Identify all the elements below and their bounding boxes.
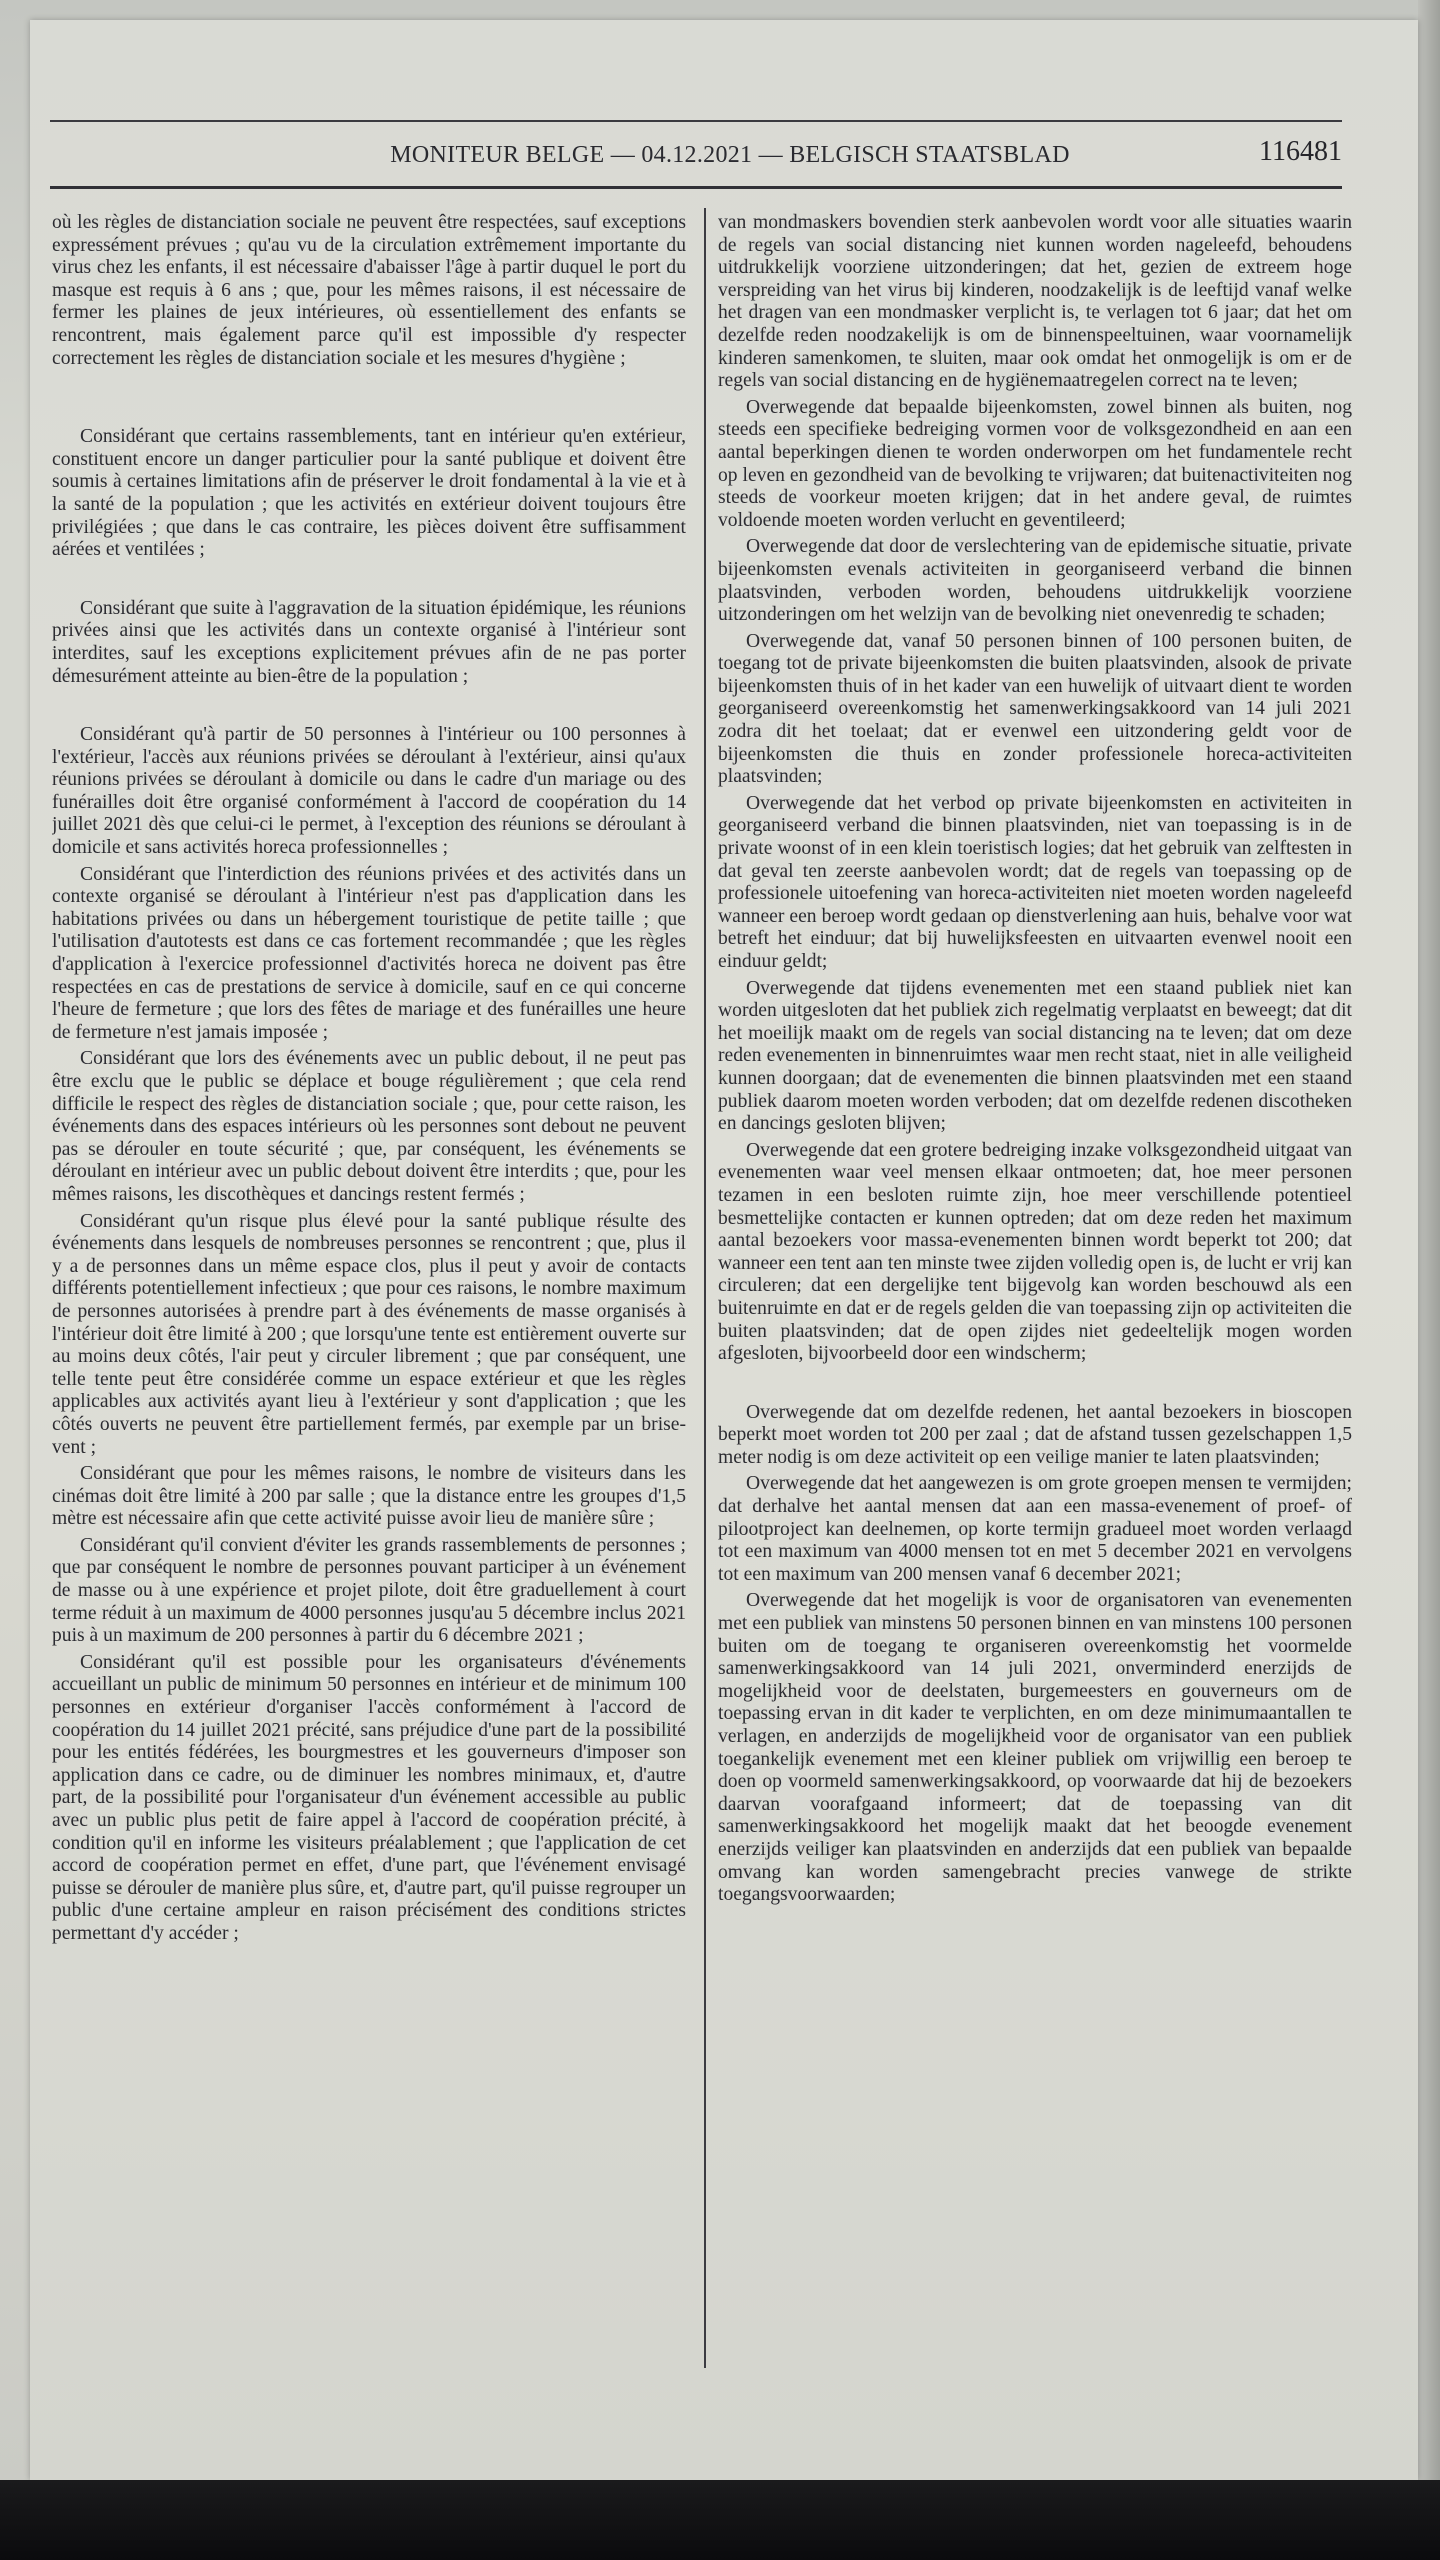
paragraph: Overwegende dat een grotere bedreiging inzake volksgezondheid uitgaat van evenementen waar veel mensen elkaar ontmoeten; dat, hoe meer personen tezamen in een besloten ruimte zijn, hoe meer verschillende potentieel besmettelijke contacten er kunnen optreden; dat om deze reden het maximum aantal bezoekers voor massa-evenementen binnen wordt beperkt tot 200; dat wanneer een tent aan ten minste twee zijden volledig open is, de lucht er vrij kan circuleren; dat een dergelijke tent bijgevolg kan worden beschouwd als een buitenruimte en dat er de regels gelden die van toepassing zijn op activiteiten die buiten plaatsvinden; dat de open zijdes niet gedeeltelijk mogen worden afgesloten, bijvoorbeeld door een windscherm;	[718, 1139, 1352, 1365]
paragraph: Overwegende dat door de verslechtering van de epidemische situatie, private bijeenkomsten evenals activiteiten in georganiseerd verband die binnen plaatsvinden, verboden worden, behoudens uitdrukkelijk voorziene uitzonderingen om het welzijn van de bevolking niet onevenredig te schaden;	[718, 536, 1352, 626]
paragraph: Overwegende dat het verbod op private bijeenkomsten en activiteiten in georganiseerd verband die binnen plaatsvinden, niet van toepassing is in de private woonst of in een klein toeristisch logies; dat het gebruik van zelftesten in dat geval ten zeerste aanbevolen wordt; dat de regels van toepassing op de professionele uitoefening van horeca-activiteiten niet moeten worden nageleefd wanneer een beroep wordt gedaan op dienstverlening aan huis, behalve voor wat betreft het einduur; dat bij huwelijksfeesten en uitvaarten evenwel nooit een einduur geldt;	[718, 792, 1352, 972]
paragraph: Considérant qu'à partir de 50 personnes à l'intérieur ou 100 personnes à l'extérieur, l'accès aux réunions privées se déroulant à l'extérieur, ainsi qu'aux réunions privées se déroulant à domicile ou dans le cadre d'un mariage ou des funérailles doit être organisé conformément à l'accord de coopération du 14 juillet 2021 dès que celui-ci le permet, à l'exception des réunions se déroulant à domicile et sans activités horeca professionnelles ;	[52, 724, 686, 859]
paragraph: Considérant qu'un risque plus élevé pour la santé publique résulte des événements dans lesquels de nombreuses personnes se rencontrent ; que, plus il y a de personnes dans un même espace clos, plus il peut y avoir de contacts différents potentiellement infectieux ; que pour ces raisons, le nombre maximum de personnes autorisées à prendre part à des événements de masse organisés à l'intérieur doit être limité à 200 ; que lorsqu'une tente est entièrement ouverte sur au moins deux côtés, l'air peut y circuler librement ; que par conséquent, une telle tente peut être considérée comme un espace extérieur et que les règles applicables aux activités ayant lieu à l'extérieur y sont d'application ; que les côtés ouverts ne peuvent être partiellement fermés, par exemple par un brise-vent ;	[52, 1210, 686, 1458]
paragraph: Overwegende dat om dezelfde redenen, het aantal bezoekers in bioscopen beperkt moet worden tot 200 per zaal ; dat de afstand tussen gezelschappen 1,5 meter nodig is om deze activiteit op een veilige manier te laten plaatsvinden;	[718, 1401, 1352, 1468]
right-column-dutch	[718, 212, 1352, 2362]
page-number: 116481	[1259, 136, 1342, 167]
paragraph: Considérant que lors des événements avec un public debout, il ne peut pas être exclu que le public se déplace et bouge régulièrement ; que cela rend difficile le respect des règles de distanciation sociale ; que, pour cette raison, les événements dans des espaces intérieurs où les personnes sont debout ne peuvent pas se dérouler en toute sécurité ; que, par conséquent, les événements se déroulant en intérieur avec un public debout doivent être interdits ; que, pour les mêmes raisons, les discothèques et dancings restent fermés ;	[52, 1048, 686, 1205]
paragraph: Overwegende dat, vanaf 50 personen binnen of 100 personen buiten, de toegang tot de private bijeenkomsten die buiten plaatsvinden, alsook de private bijeenkomsten thuis of in het kader van een huwelijk of uitvaart dient te worden georganiseerd overeenkomstig het samenwerkingsakkoord van 14 juli 2021 zodra dit het toelaat; dat er evenwel een uitzondering geldt voor de bijeenkomsten die thuis en zonder professionele horeca-activiteiten plaatsvinden;	[718, 630, 1352, 788]
paragraph: Overwegende dat het aangewezen is om grote groepen mensen te vermijden; dat derhalve het aantal mensen dat aan een massa-evenement of proef- of pilootproject kan deelnemen, op korte termijn gradueel moet worden verlaagd tot een maximum van 4000 mensen tot en met 5 december 2021 en vervolgens tot een maximum van 200 mensen vanaf 6 december 2021;	[718, 1473, 1352, 1585]
paragraph: où les règles de distanciation sociale ne peuvent être respectées, sauf exceptions expressément prévues ; qu'au vu de la circulation extrêmement importante du virus chez les enfants, il est nécessaire d'abaisser l'âge à partir duquel le port du masque est requis à 6 ans ; que, pour les mêmes raisons, il est nécessaire de fermer les plaines de jeux intérieures, où essentiellement des enfants se rencontrent, mais également parce qu'il est impossible d'y respecter correctement les règles de distanciation sociale et les mesures d'hygiène ;	[52, 212, 686, 369]
header-top-rule	[50, 120, 1342, 122]
paragraph: Considérant que l'interdiction des réunions privées et des activités dans un contexte organisé se déroulant à l'intérieur n'est pas d'application dans les habitations privées ou dans un hébergement touristique de petite taille ; que l'utilisation d'autotests est dans ce cas fortement recommandée ; que les règles d'application à l'exercice professionnel d'activités horeca ne doivent pas être respectées en cas de prestations de service à domicile, sauf en ce qui concerne l'heure de fermeture ; que lors des fêtes de mariage et des funérailles une heure de fermeture n'est jamais imposée ;	[52, 863, 686, 1043]
paragraph: van mondmaskers bovendien sterk aanbevolen wordt voor alle situaties waarin de regels van social distancing niet kunnen worden nageleefd, behoudens uitdrukkelijk voorziene uitzonderingen; dat het, gezien de extreem hoge verspreiding van het virus bij kinderen, noodzakelijk is de leeftijd vanaf welke het dragen van een mondmasker verplicht is, te verlagen tot 6 jaar; dat het om dezelfde reden noodzakelijk is om de binnenspeeltuinen, waar voornamelijk kinderen samenkomen, te sluiten, maar ook omdat het onmogelijk is om er de regels van social distancing en de hygiënemaatregelen correct na te leven;	[718, 212, 1352, 392]
column-divider	[704, 208, 706, 2368]
paragraph: Considérant que certains rassemblements, tant en intérieur qu'en extérieur, constituent encore un danger particulier pour la santé publique et doivent être soumis à certaines limitations afin de préserver le droit fondamental à la vie et à la santé de la population ; que les activités en extérieur doivent toujours être privilégiées ; que dans le cas contraire, les pièces doivent être suffisamment aérées et ventilées ;	[52, 426, 686, 561]
running-header-title: MONITEUR BELGE — 04.12.2021 — BELGISCH STAATSBLAD	[390, 142, 1070, 168]
paragraph: Considérant qu'il est possible pour les organisateurs d'événements accueillant un public de minimum 50 personnes en intérieur et de minimum 100 personnes en extérieur d'organiser l'accès conformément à l'accord de coopération du 14 juillet 2021 précité, sans préjudice d'une part de la possibilité pour les entités fédérées, les bourgmestres et les gouverneurs d'imposer son application dans ce cadre, ou de diminuer les nombres minimaux, et, d'autre part, de la possibilité pour l'organisateur d'un événement accessible au public avec un public plus petit de faire appel à l'accord de coopération précité, à condition qu'il en informe les visiteurs préalablement ; que l'application de cet accord de coopération permet en effet, d'une part, que l'événement envisagé puisse se dérouler de manière plus sûre, et, d'autre part, qu'il puisse regrouper un public d'une certaine ampleur en raison précisément des conditions strictes permettant d'y accéder ;	[52, 1651, 686, 1944]
left-column-french	[52, 212, 686, 2362]
paragraph: Overwegende dat het mogelijk is voor de organisatoren van evenementen met een publiek van minstens 50 personen binnen en van minstens 100 personen buiten om de toegang te organiseren overeenkomstig het voormelde samenwerkingsakkoord van 14 juli 2021, onverminderd enerzijds de mogelijkheid voor de deelstaten, burgemeesters en gouverneurs om de toepassing ervan in dit kader te verplichten, en om deze minimumaantallen te verlagen, en anderzijds de mogelijkheid voor de organisator van een publiek toegankelijk evenement met een kleiner publiek om vrijwillig een beroep te doen op voormeld samenwerkingsakkoord, op voorwaarde dat hij de bezoekers daarvan voorafgaand informeert; dat de toepassing van dit samenwerkingsakkoord het mogelijk maakt dat het beoogde evenement enerzijds veiliger kan plaatsvinden en anderzijds dat een publiek van bepaalde omvang kan worden samengebracht precies vanwege de strikte toegangsvoorwaarden;	[718, 1590, 1352, 1906]
paragraph: Considérant que pour les mêmes raisons, le nombre de visiteurs dans les cinémas doit être limité à 200 par salle ; que la distance entre les groupes d'1,5 mètre est nécessaire afin que cette activité puisse avoir lieu de manière sûre ;	[52, 1463, 686, 1530]
paragraph: Considérant que suite à l'aggravation de la situation épidémique, les réunions privées ainsi que les activités dans un contexte organisé à l'intérieur sont interdites, sauf les exceptions explicitement prévues afin de ne pas porter démesurément atteinte au bien-être de la population ;	[52, 597, 686, 687]
paragraph: Overwegende dat bepaalde bijeenkomsten, zowel binnen als buiten, nog steeds een specifieke bedreiging vormen voor de volksgezondheid en aan een aantal beperkingen dienen te worden onderworpen om het fundamentele recht op leven en gezondheid van de bevolking te vrijwaren; dat buitenactiviteiten nog steeds de voorkeur moeten krijgen; dat in het andere geval, de ruimtes voldoende moeten worden verlucht en geventileerd;	[718, 396, 1352, 531]
paragraph: Considérant qu'il convient d'éviter les grands rassemblements de personnes ; que par conséquent le nombre de personnes pouvant participer à un événement de masse ou à une expérience et projet pilote, doit être graduellement à court terme réduit à un maximum de 4000 personnes jusqu'au 5 décembre inclus 2021 puis à un maximum de 200 personnes à partir du 6 décembre 2021 ;	[52, 1534, 686, 1647]
page-edge-shadow	[1418, 0, 1440, 2480]
header-bottom-rule	[50, 186, 1342, 189]
photo-bottom-edge	[0, 2480, 1440, 2560]
paragraph: Overwegende dat tijdens evenementen met een staand publiek niet kan worden uitgesloten dat het publiek zich regelmatig verplaatst en beweegt; dat dit het moeilijk maakt om de regels van social distancing na te leven; dat om deze reden evenementen in binnenruimtes waar men recht staat, niet in alle veiligheid kunnen doorgaan; dat de evenementen die binnen plaatsvinden met een staand publiek daarom moeten worden verboden; dat om dezelfde redenen discotheken en dancings gesloten blijven;	[718, 977, 1352, 1135]
